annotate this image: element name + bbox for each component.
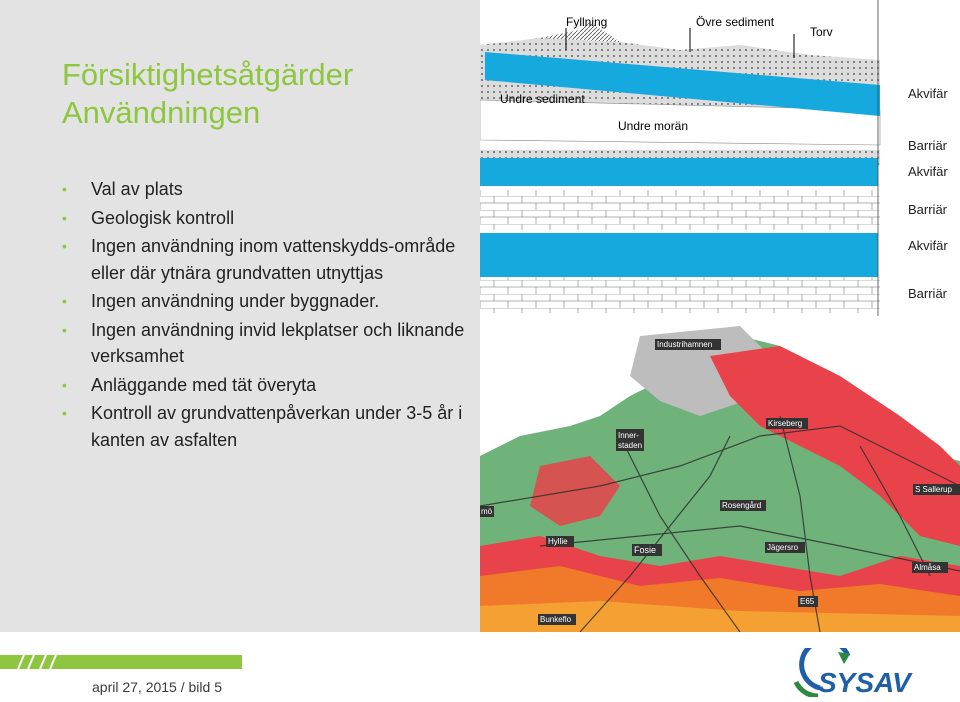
geology-svg xyxy=(480,0,960,316)
label-akvifar-2: Akvifär xyxy=(908,164,948,179)
content-panel xyxy=(0,0,480,632)
label-akvifar-3: Akvifär xyxy=(908,238,948,253)
sysav-logo-icon xyxy=(790,648,950,697)
map-label-industrihamnen: Industrihamnen xyxy=(657,340,713,349)
label-torv: Torv xyxy=(810,25,833,39)
bullet-item: • Ingen användning invid lekplatser och liknande verksamhet xyxy=(62,317,472,370)
map-label-fosie: Fosie xyxy=(634,545,657,555)
bullet-icon: • xyxy=(62,321,67,338)
title-line-2: Användningen xyxy=(62,95,261,130)
label-ovre-sediment: Övre sediment xyxy=(696,15,775,29)
map-label-edge: mö xyxy=(481,507,493,516)
bullet-icon: • xyxy=(62,293,67,309)
map-label-inner: Inner- xyxy=(618,431,639,440)
map-label-s-sallerup: S Sallerup xyxy=(915,485,952,494)
map-label-rosengard: Rosengård xyxy=(722,501,762,510)
risk-map xyxy=(480,316,960,632)
bullet-item: • Ingen användning under byggnader. xyxy=(62,288,472,315)
bullet-icon: • xyxy=(62,209,67,226)
label-undre-moran: Undre morän xyxy=(618,119,689,133)
label-barriar-1: Barriär xyxy=(908,138,948,153)
map-svg xyxy=(480,316,960,632)
map-label-bunkeflo: Bunkeflo xyxy=(540,615,572,624)
map-label-jagersro: Jägersro xyxy=(767,543,799,552)
map-label-e65: E65 xyxy=(800,597,815,606)
label-akvifar-1: Akvifär xyxy=(908,86,948,101)
label-barriar-3: Barriär xyxy=(908,286,948,301)
bullet-item: • Val av plats xyxy=(62,176,472,203)
bullet-item: • Geologisk kontroll xyxy=(62,205,472,232)
label-fyllning: Fyllning xyxy=(566,15,608,29)
bullet-icon: • xyxy=(62,376,67,393)
footer-accent-bar xyxy=(0,655,242,669)
bullet-list xyxy=(62,176,472,455)
slide-footer-date: april 27, 2015 / bild 5 xyxy=(92,679,222,695)
sysav-logo xyxy=(790,648,950,697)
map-label-hyllie: Hyllie xyxy=(548,537,568,546)
bullet-item: • Kontroll av grundvattenpåverkan under 3-5 år i kanten av asfalten xyxy=(62,400,472,453)
bullet-item: • Ingen användning inom vattenskydds-område eller där ytnära grundvatten utnyttjas xyxy=(62,233,472,286)
page-title xyxy=(62,56,462,132)
bullet-item: • Anläggande med tät överyta xyxy=(62,372,472,399)
map-label-staden: staden xyxy=(618,441,643,450)
stripe-icon xyxy=(0,655,242,669)
label-undre-sediment: Undre sediment xyxy=(500,92,585,106)
title-line-1: Försiktighetsåtgärder xyxy=(62,57,354,92)
bullet-icon: • xyxy=(62,405,67,421)
logo-text: SYSAV xyxy=(818,667,911,697)
map-label-kirseberg: Kirseberg xyxy=(768,419,803,428)
label-barriar-2: Barriär xyxy=(908,202,948,217)
bullet-icon: • xyxy=(62,238,67,254)
map-label-almasa: Almåsa xyxy=(914,563,941,572)
geology-cross-section xyxy=(480,0,960,316)
bullet-icon: • xyxy=(62,181,67,197)
